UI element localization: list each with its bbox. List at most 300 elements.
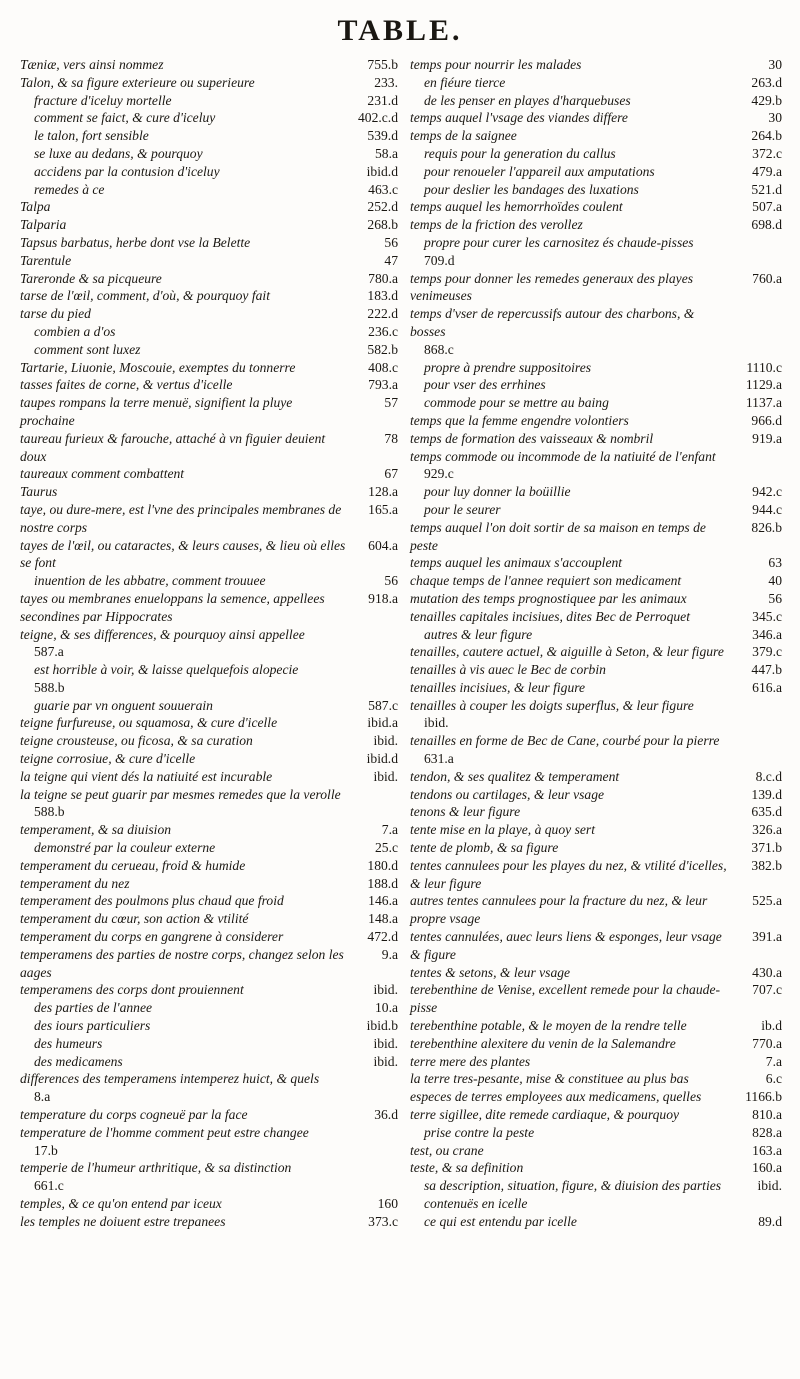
index-entry	[410, 803, 782, 821]
index-entry	[410, 839, 782, 857]
index-entry	[20, 661, 398, 679]
index-entry	[20, 910, 398, 928]
index-entry	[410, 56, 782, 74]
index-entry	[20, 928, 398, 946]
index-entry-text: Taurus	[20, 484, 58, 500]
index-column-left	[20, 56, 398, 1231]
index-entry-text: tenailles, cautere actuel, & aiguille à Seton, & leur figure	[410, 644, 724, 660]
index-entry-text: se luxe au dedans, & pourquoy	[34, 145, 203, 161]
index-entry-text: temps de la saignee	[410, 128, 517, 144]
index-entry-text: tenailles capitales incisiues, dites Bec de Perroquet	[410, 608, 690, 624]
index-entry	[20, 1070, 398, 1088]
index-entry	[20, 92, 398, 110]
index-entry	[410, 964, 782, 982]
index-entry-page-ref: 7.a	[765, 1053, 782, 1069]
index-entry-page-ref: 56	[384, 234, 398, 250]
index-entry-text: sa description, situation, figure, & diuision des parties contenuës en icelle	[424, 1178, 722, 1211]
index-entry	[20, 109, 398, 127]
index-entry	[410, 732, 782, 750]
index-entry-text: taupes rompans la terre menuë, signifient la pluye prochaine	[20, 395, 293, 428]
index-entry-page-ref: 582.b	[367, 341, 398, 357]
index-entry-text: Tareronde & sa picqueure	[20, 270, 162, 286]
index-entry-text: propre pour curer les carnositez és chaude-pisses	[424, 234, 694, 250]
index-entry	[410, 127, 782, 145]
index-entry-text: temples, & ce qu'on entend par iceux	[20, 1196, 222, 1211]
index-entry	[410, 234, 782, 252]
index-entry-text: des parties de l'annee	[34, 1000, 153, 1016]
index-entry	[20, 323, 398, 341]
index-entry-page-ref: 30	[768, 110, 782, 126]
index-entry-page-ref: 10.a	[374, 1000, 398, 1016]
index-entry	[20, 875, 398, 893]
index-entry	[20, 430, 398, 466]
index-entry-page-ref: ibid.d	[366, 751, 398, 767]
index-entry	[410, 1124, 782, 1142]
index-entry-text: la teigne qui vient dés la natiuité est incurable	[20, 768, 273, 784]
index-entry-text: temperament du cœur, son action & vtilité	[20, 911, 249, 927]
index-entry	[20, 981, 398, 999]
index-entry-page-ref: ibid.d	[366, 163, 398, 179]
index-entry-page-ref: 233.	[374, 74, 398, 90]
index-entry-page-ref: 67	[384, 466, 398, 482]
index-entry-text: temperie de l'humeur arthritique, & sa distinction	[20, 1160, 292, 1176]
index-entry-text: est horrible à voir, & laisse quelquefois alopecie	[34, 662, 299, 678]
index-entry-page-ref: 188.d	[367, 875, 398, 891]
index-entry-text: especes de terres employees aux medicamens, quelles	[410, 1089, 702, 1105]
index-entry-page-ref: ibid.	[373, 982, 398, 998]
index-entry-text: pour deslier les bandages des luxations	[424, 181, 639, 197]
index-entry-text: temps d'vser de repercussifs autour des charbons, & bosses	[410, 306, 695, 339]
index-entry	[410, 181, 782, 199]
index-entry	[20, 839, 398, 857]
index-entry-text: terebenthine potable, & le moyen de la rendre telle	[410, 1018, 687, 1034]
index-entry	[410, 483, 782, 501]
index-entry-text: mutation des temps prognostiquee par les animaux	[410, 590, 687, 606]
index-entry-text: tenons & leur figure	[410, 804, 521, 820]
index-entry-text: en fiéure tierce	[424, 74, 506, 90]
index-entry-page-ref: 635.d	[751, 804, 782, 820]
index-entry	[410, 501, 782, 519]
index-entry-page-ref: 264.b	[751, 128, 782, 144]
index-entry-page-ref: 160.a	[752, 1160, 782, 1176]
index-entry-page-ref: 7.a	[381, 822, 398, 838]
index-entry-page-ref: 17.b	[34, 1142, 58, 1158]
index-entry	[20, 750, 398, 768]
index-entry-page-ref: 780.a	[368, 270, 398, 286]
index-entry	[20, 1195, 398, 1213]
index-entry	[410, 198, 782, 216]
index-entry-text: temperature de l'homme comment peut estre changee	[20, 1124, 309, 1140]
index-entry-page-ref: 89.d	[758, 1213, 782, 1229]
index-entry	[20, 216, 398, 234]
index-entry	[410, 892, 782, 928]
index-entry	[410, 626, 782, 644]
index-entry-page-ref: 429.b	[751, 92, 782, 108]
index-entry-text: temps auquel l'on doit sortir de sa maison en temps de peste	[410, 519, 706, 553]
index-entry	[410, 572, 782, 590]
index-entry-page-ref: 588.b	[34, 679, 65, 695]
index-entry-text: Talpa	[20, 199, 51, 215]
index-entry-page-ref: 252.d	[367, 199, 398, 215]
index-entry-text: tenailles à couper les doigts superflus, & leur figure	[410, 697, 694, 713]
index-entry-text: tenailles en forme de Bec de Cane, courbé pour la pierre	[410, 733, 720, 749]
index-entry	[20, 501, 398, 537]
index-entry	[20, 999, 398, 1017]
index-entry	[20, 697, 398, 715]
index-entry-text: terre mere des plantes	[410, 1053, 531, 1069]
index-entry-text: guarie par vn onguent souuerain	[34, 697, 213, 713]
index-entry	[410, 359, 782, 377]
index-entry-page-ref: 587.a	[34, 644, 64, 660]
index-entry-text: la terre tres-pesante, mise & constituee au plus bas	[410, 1071, 689, 1087]
index-entry	[410, 821, 782, 839]
index-entry	[410, 1142, 782, 1160]
index-entry-text: tenailles incisiues, & leur figure	[410, 679, 586, 695]
index-entry-page-ref: 222.d	[367, 306, 398, 322]
index-entry-text: taureaux comment combattent	[20, 466, 185, 482]
index-entry-page-ref: 236.c	[368, 323, 398, 339]
index-entry-text: requis pour la generation du callus	[424, 145, 616, 161]
index-entry	[20, 892, 398, 910]
index-entry	[20, 946, 398, 982]
index-entry-page-ref: 165.a	[368, 501, 398, 517]
index-entry-text: temps commode ou incommode de la natiuité de l'enfant	[410, 448, 716, 464]
index-entry-page-ref: 345.c	[752, 608, 782, 624]
index-entry	[20, 1159, 398, 1177]
index-entry-page-ref: 8.c.d	[755, 768, 782, 784]
index-entry	[410, 145, 782, 163]
index-entry-text: tentes & setons, & leur vsage	[410, 964, 571, 980]
index-entry-page-ref: 139.d	[751, 786, 782, 802]
index-entry-page-ref: 25.c	[374, 840, 398, 856]
index-entry	[410, 1106, 782, 1124]
index-entry-text: pour vser des errhines	[424, 377, 546, 393]
index-entry-text: tendon, & ses qualitez & temperament	[410, 768, 620, 784]
index-entry-page-ref: 539.d	[367, 128, 398, 144]
index-entry-page-ref: 755.b	[367, 57, 398, 72]
index-entry	[410, 608, 782, 626]
index-entry-page-ref: 47	[384, 252, 398, 268]
index-entry-page-ref: 507.a	[752, 199, 782, 215]
index-entry	[410, 1088, 782, 1106]
index-entry	[20, 1035, 398, 1053]
index-entry-page-ref: 382.b	[751, 857, 782, 873]
index-entry-page-ref: 183.d	[367, 288, 398, 304]
index-entry	[410, 1159, 782, 1177]
index-entry	[410, 216, 782, 234]
index-entry-page-ref: 828.a	[752, 1124, 782, 1140]
index-entry	[20, 590, 398, 626]
index-entry-page-ref: 966.d	[751, 412, 782, 428]
index-entry-text: temperament, & sa diuision	[20, 822, 172, 838]
index-entry	[410, 643, 782, 661]
index-entry-page-ref: ibid.	[424, 715, 449, 731]
index-entry-page-ref: 402.c.d	[357, 110, 398, 126]
index-entry-page-ref: 463.c	[368, 181, 398, 197]
index-entry-text: differences des temperamens intemperez huict, & quels	[20, 1071, 320, 1087]
index-entry-page-ref: 525.a	[752, 893, 782, 909]
index-entry-text: temperament du cerueau, froid & humide	[20, 857, 246, 873]
index-entry-page-ref: 128.a	[368, 484, 398, 500]
index-entry	[410, 270, 782, 306]
index-entry-page-ref: 479.a	[752, 163, 782, 179]
index-entry-text: fracture d'iceluy mortelle	[34, 92, 172, 108]
index-entry-page-ref: 78	[384, 430, 398, 446]
index-entry-text: temps auquel les hemorrhoïdes coulent	[410, 199, 623, 215]
index-entry-text: tayes de l'œil, ou cataractes, & leurs causes, & lieu où elles se font	[20, 537, 346, 571]
index-entry	[410, 305, 782, 341]
index-entry-text: tarse du pied	[20, 306, 91, 322]
index-entry-page-ref: 326.a	[752, 822, 782, 838]
index-entry	[20, 768, 398, 786]
index-entry-text: teigne corrosiue, & cure d'icelle	[20, 751, 196, 767]
index-entry	[20, 127, 398, 145]
index-entry	[20, 786, 398, 804]
index-entry	[410, 1017, 782, 1035]
index-entry-text: commode pour se mettre au baing	[424, 395, 609, 411]
index-entry-page-ref: ibid.	[373, 733, 398, 749]
index-entry-text: taye, ou dure-mere, est l'vne des principales membranes de nostre corps	[20, 501, 342, 535]
index-entry	[410, 981, 782, 1017]
index-entry	[20, 1106, 398, 1124]
index-entry	[20, 270, 398, 288]
index-entry	[20, 359, 398, 377]
index-entry-text: accidens par la contusion d'iceluy	[34, 163, 220, 179]
index-entry-page-ref: 268.b	[367, 217, 398, 233]
index-entry	[410, 857, 782, 893]
index-entry-page-ref: ibid.a	[367, 715, 398, 731]
index-entry	[20, 252, 398, 270]
index-entry-text: tasses faites de corne, & vertus d'icelle	[20, 377, 233, 393]
index-entry-text: temps de formation des vaisseaux & nombril	[410, 430, 654, 446]
index-entry	[410, 92, 782, 110]
index-entry-text: taureau furieux & farouche, attaché à vn figuier deuient doux	[20, 430, 326, 464]
index-entry-text: Tartarie, Liuonie, Moscouie, exemptes du tonnerre	[20, 359, 296, 375]
index-entry-page-ref: 58.a	[374, 145, 398, 161]
index-entry-text: le talon, fort sensible	[34, 128, 149, 144]
index-entry	[20, 198, 398, 216]
index-entry	[20, 163, 398, 181]
index-entry-page-ref: 30	[768, 57, 782, 72]
index-entry-page-ref: 1166.b	[745, 1089, 782, 1105]
index-entry-page-ref: 263.d	[751, 74, 782, 90]
index-entry-page-ref: 770.a	[752, 1035, 782, 1051]
index-entry-page-ref: 472.d	[367, 929, 398, 945]
index-entry	[410, 412, 782, 430]
index-entry	[410, 768, 782, 786]
index-entry-text: comment se faict, & cure d'iceluy	[34, 110, 216, 126]
index-entry	[20, 483, 398, 501]
index-entry-text: temperament du nez	[20, 875, 130, 891]
page-title: TABLE.	[337, 14, 463, 47]
index-entry-text: tenailles à vis auec le Bec de corbin	[410, 662, 606, 678]
index-entry-text: Tæniæ, vers ainsi nommez	[20, 57, 164, 72]
index-entry-text: tente de plomb, & sa figure	[410, 840, 559, 856]
index-entry-page-ref: 929.c	[424, 466, 454, 482]
index-entry	[410, 74, 782, 92]
index-entry-page-ref: 148.a	[368, 911, 398, 927]
index-entry	[20, 714, 398, 732]
index-entry	[20, 145, 398, 163]
index-entry-text: tente mise en la playe, à quoy sert	[410, 822, 595, 838]
index-entry-text: pour renoueler l'appareil aux amputations	[424, 163, 655, 179]
index-entry-page-ref: 408.c	[368, 359, 398, 375]
index-entry-text: temperamens des parties de nostre corps, changez selon les aages	[20, 946, 344, 980]
index-entry-page-ref: 942.c	[752, 484, 782, 500]
index-entry-page-ref: 810.a	[752, 1107, 782, 1123]
index-entry-text: temperature du corps cogneuë par la face	[20, 1107, 248, 1123]
index-entry-page-ref: 661.c	[34, 1178, 64, 1194]
index-entry-text: propre à prendre suppositoires	[424, 359, 592, 375]
index-entry-text: temps que la femme engendre volontiers	[410, 412, 629, 428]
index-entry-page-ref: 346.a	[752, 626, 782, 642]
index-entry-page-ref: 918.a	[368, 590, 398, 606]
index-entry-page-ref: 826.b	[751, 519, 782, 535]
index-entry-text: temps pour donner les remedes generaux des playes venimeuses	[410, 270, 694, 304]
index-entry	[20, 287, 398, 305]
index-entry-page-ref: 868.c	[424, 341, 454, 357]
index-entry-text: inuention de les abbatre, comment trouuee	[34, 573, 266, 589]
index-entry	[410, 786, 782, 804]
index-entry	[410, 376, 782, 394]
index-entry-page-ref: ib.d	[761, 1018, 782, 1034]
index-entry-page-ref: 372.c	[752, 145, 782, 161]
index-entry-page-ref: 373.c	[368, 1213, 398, 1229]
index-entry-page-ref: 9.a	[381, 946, 398, 962]
index-entry-text: autres tentes cannulees pour la fracture du nez, & leur propre vsage	[410, 893, 708, 927]
index-entry-text: teste, & sa definition	[410, 1160, 524, 1176]
index-entry	[410, 519, 782, 555]
index-entry-text: les temples ne doiuent estre trepanees	[20, 1213, 226, 1229]
index-entry	[410, 590, 782, 608]
index-entry-page-ref: 40	[768, 573, 782, 589]
index-entry-text: pour le seurer	[424, 501, 501, 517]
index-entry-page-ref: 944.c	[752, 501, 782, 517]
index-entry-text: chaque temps de l'annee requiert son medicament	[410, 573, 682, 589]
index-entry-page-ref: 36.d	[374, 1107, 398, 1123]
index-entry-page-ref: ibid.	[373, 768, 398, 784]
index-entry-page-ref: 919.a	[752, 430, 782, 446]
index-entry	[410, 679, 782, 697]
index-entry-text: de les penser en playes d'harquebuses	[424, 92, 631, 108]
index-entry-page-ref: 631.a	[424, 751, 454, 767]
index-entry-text: ce qui est entendu par icelle	[424, 1213, 577, 1229]
index-entry-page-ref: 56	[384, 573, 398, 589]
index-entry-page-ref: ibid.	[373, 1035, 398, 1051]
index-entry	[410, 1035, 782, 1053]
index-entry-text: temps auquel les animaux s'accouplent	[410, 555, 623, 571]
index-entry-page-ref: 163.a	[752, 1142, 782, 1158]
index-entry	[410, 554, 782, 572]
index-entry-text: des iours particuliers	[34, 1018, 151, 1034]
index-entry-page-ref: 1137.a	[745, 395, 782, 411]
index-entry-page-ref: ibid.	[757, 1178, 782, 1194]
index-entry	[410, 928, 782, 964]
index-entry	[20, 56, 398, 74]
index-entry-page-ref: 1110.c	[746, 359, 782, 375]
index-entry	[20, 376, 398, 394]
index-entry-page-ref: 56	[768, 590, 782, 606]
index-entry-text: teigne crousteuse, ou ficosa, & sa curation	[20, 733, 253, 749]
index-entry	[20, 537, 398, 573]
index-entry-page-ref: 588.b	[34, 804, 65, 820]
index-entry-text: temperament des poulmons plus chaud que froid	[20, 893, 284, 909]
index-entry-page-ref: 587.c	[368, 697, 398, 713]
index-entry-page-ref: 391.a	[752, 929, 782, 945]
index-entry-text: pour luy donner la boüillie	[424, 484, 571, 500]
index-entry-page-ref: 698.d	[751, 217, 782, 233]
index-entry-text: Talon, & sa figure exterieure ou superieure	[20, 74, 255, 90]
index-entry	[20, 341, 398, 359]
index-entry-page-ref: 8.a	[34, 1089, 51, 1105]
index-entry-text: temps auquel l'vsage des viandes differe	[410, 110, 628, 126]
index-entry-text: terebenthine de Venise, excellent remede pour la chaude-pisse	[410, 982, 721, 1016]
index-entry	[20, 1124, 398, 1142]
index-entry-page-ref: 57	[384, 395, 398, 411]
index-entry-text: des medicamens	[34, 1053, 123, 1069]
index-entry-text: tentes cannulées, auec leurs liens & esponges, leur vsage & figure	[410, 929, 722, 962]
index-entry-text: test, ou crane	[410, 1142, 484, 1158]
index-entry-text: terebenthine alexitere du venin de la Salemandre	[410, 1035, 676, 1051]
index-entry	[410, 1177, 782, 1213]
index-entry-text: temps de la friction des verollez	[410, 217, 583, 233]
index-entry	[410, 1070, 782, 1088]
index-entry-page-ref: 160	[377, 1196, 398, 1211]
index-entry	[20, 394, 398, 430]
index-entry-page-ref: 447.b	[751, 662, 782, 678]
index-entry	[410, 448, 782, 466]
index-entry-text: tarse de l'œil, comment, d'où, & pourquoy fait	[20, 288, 270, 304]
index-entry	[410, 163, 782, 181]
index-entry	[410, 697, 782, 715]
index-entry	[20, 626, 398, 644]
index-entry-page-ref: 6.c	[765, 1071, 782, 1087]
index-entry-text: Talparia	[20, 217, 67, 233]
index-entry-text: tentes cannulees pour les playes du nez, & vtilité d'icelles, & leur figure	[410, 857, 727, 891]
index-entry	[20, 465, 398, 483]
index-entry	[20, 732, 398, 750]
index-entry	[20, 74, 398, 92]
index-entry-text: teigne, & ses differences, & pourquoy ainsi appellee	[20, 626, 305, 642]
index-entry-page-ref: 1129.a	[745, 377, 782, 393]
index-entry-page-ref: 63	[768, 555, 782, 571]
index-entry-text: teigne furfureuse, ou squamosa, & cure d'icelle	[20, 715, 278, 731]
index-entry-page-ref: ibid.	[373, 1053, 398, 1069]
index-entry-text: Tapsus barbatus, herbe dont vse la Belette	[20, 234, 251, 250]
index-column-right	[410, 56, 782, 1231]
index-entry-text: des humeurs	[34, 1035, 103, 1051]
index-entry-text: terre sigillee, dite remede cardiaque, & pourquoy	[410, 1107, 680, 1123]
index-entry-page-ref: 707.c	[752, 982, 782, 998]
index-entry-page-ref: 709.d	[424, 252, 455, 268]
index-entry-page-ref: 760.a	[752, 270, 782, 286]
index-entry-page-ref: 430.a	[752, 964, 782, 980]
index-entry	[20, 234, 398, 252]
index-entry-text: temps pour nourrir les malades	[410, 57, 582, 72]
index-entry	[20, 1213, 398, 1231]
index-entry-page-ref: 231.d	[367, 92, 398, 108]
index-entry	[20, 821, 398, 839]
index-entry	[410, 394, 782, 412]
index-entry-text: la teigne se peut guarir par mesmes remedes que la verolle	[20, 786, 341, 802]
index-entry-text: remedes à ce	[34, 181, 105, 197]
index-entry-text: demonstré par la couleur externe	[34, 840, 216, 856]
index-entry-text: tendons ou cartilages, & leur vsage	[410, 786, 605, 802]
index-entry-text: tayes ou membranes enueloppans la semence, appellees secondines par Hippocrates	[20, 590, 325, 624]
index-entry-text: Tarentule	[20, 252, 72, 268]
index-entry	[410, 661, 782, 679]
index-entry-page-ref: 616.a	[752, 679, 782, 695]
